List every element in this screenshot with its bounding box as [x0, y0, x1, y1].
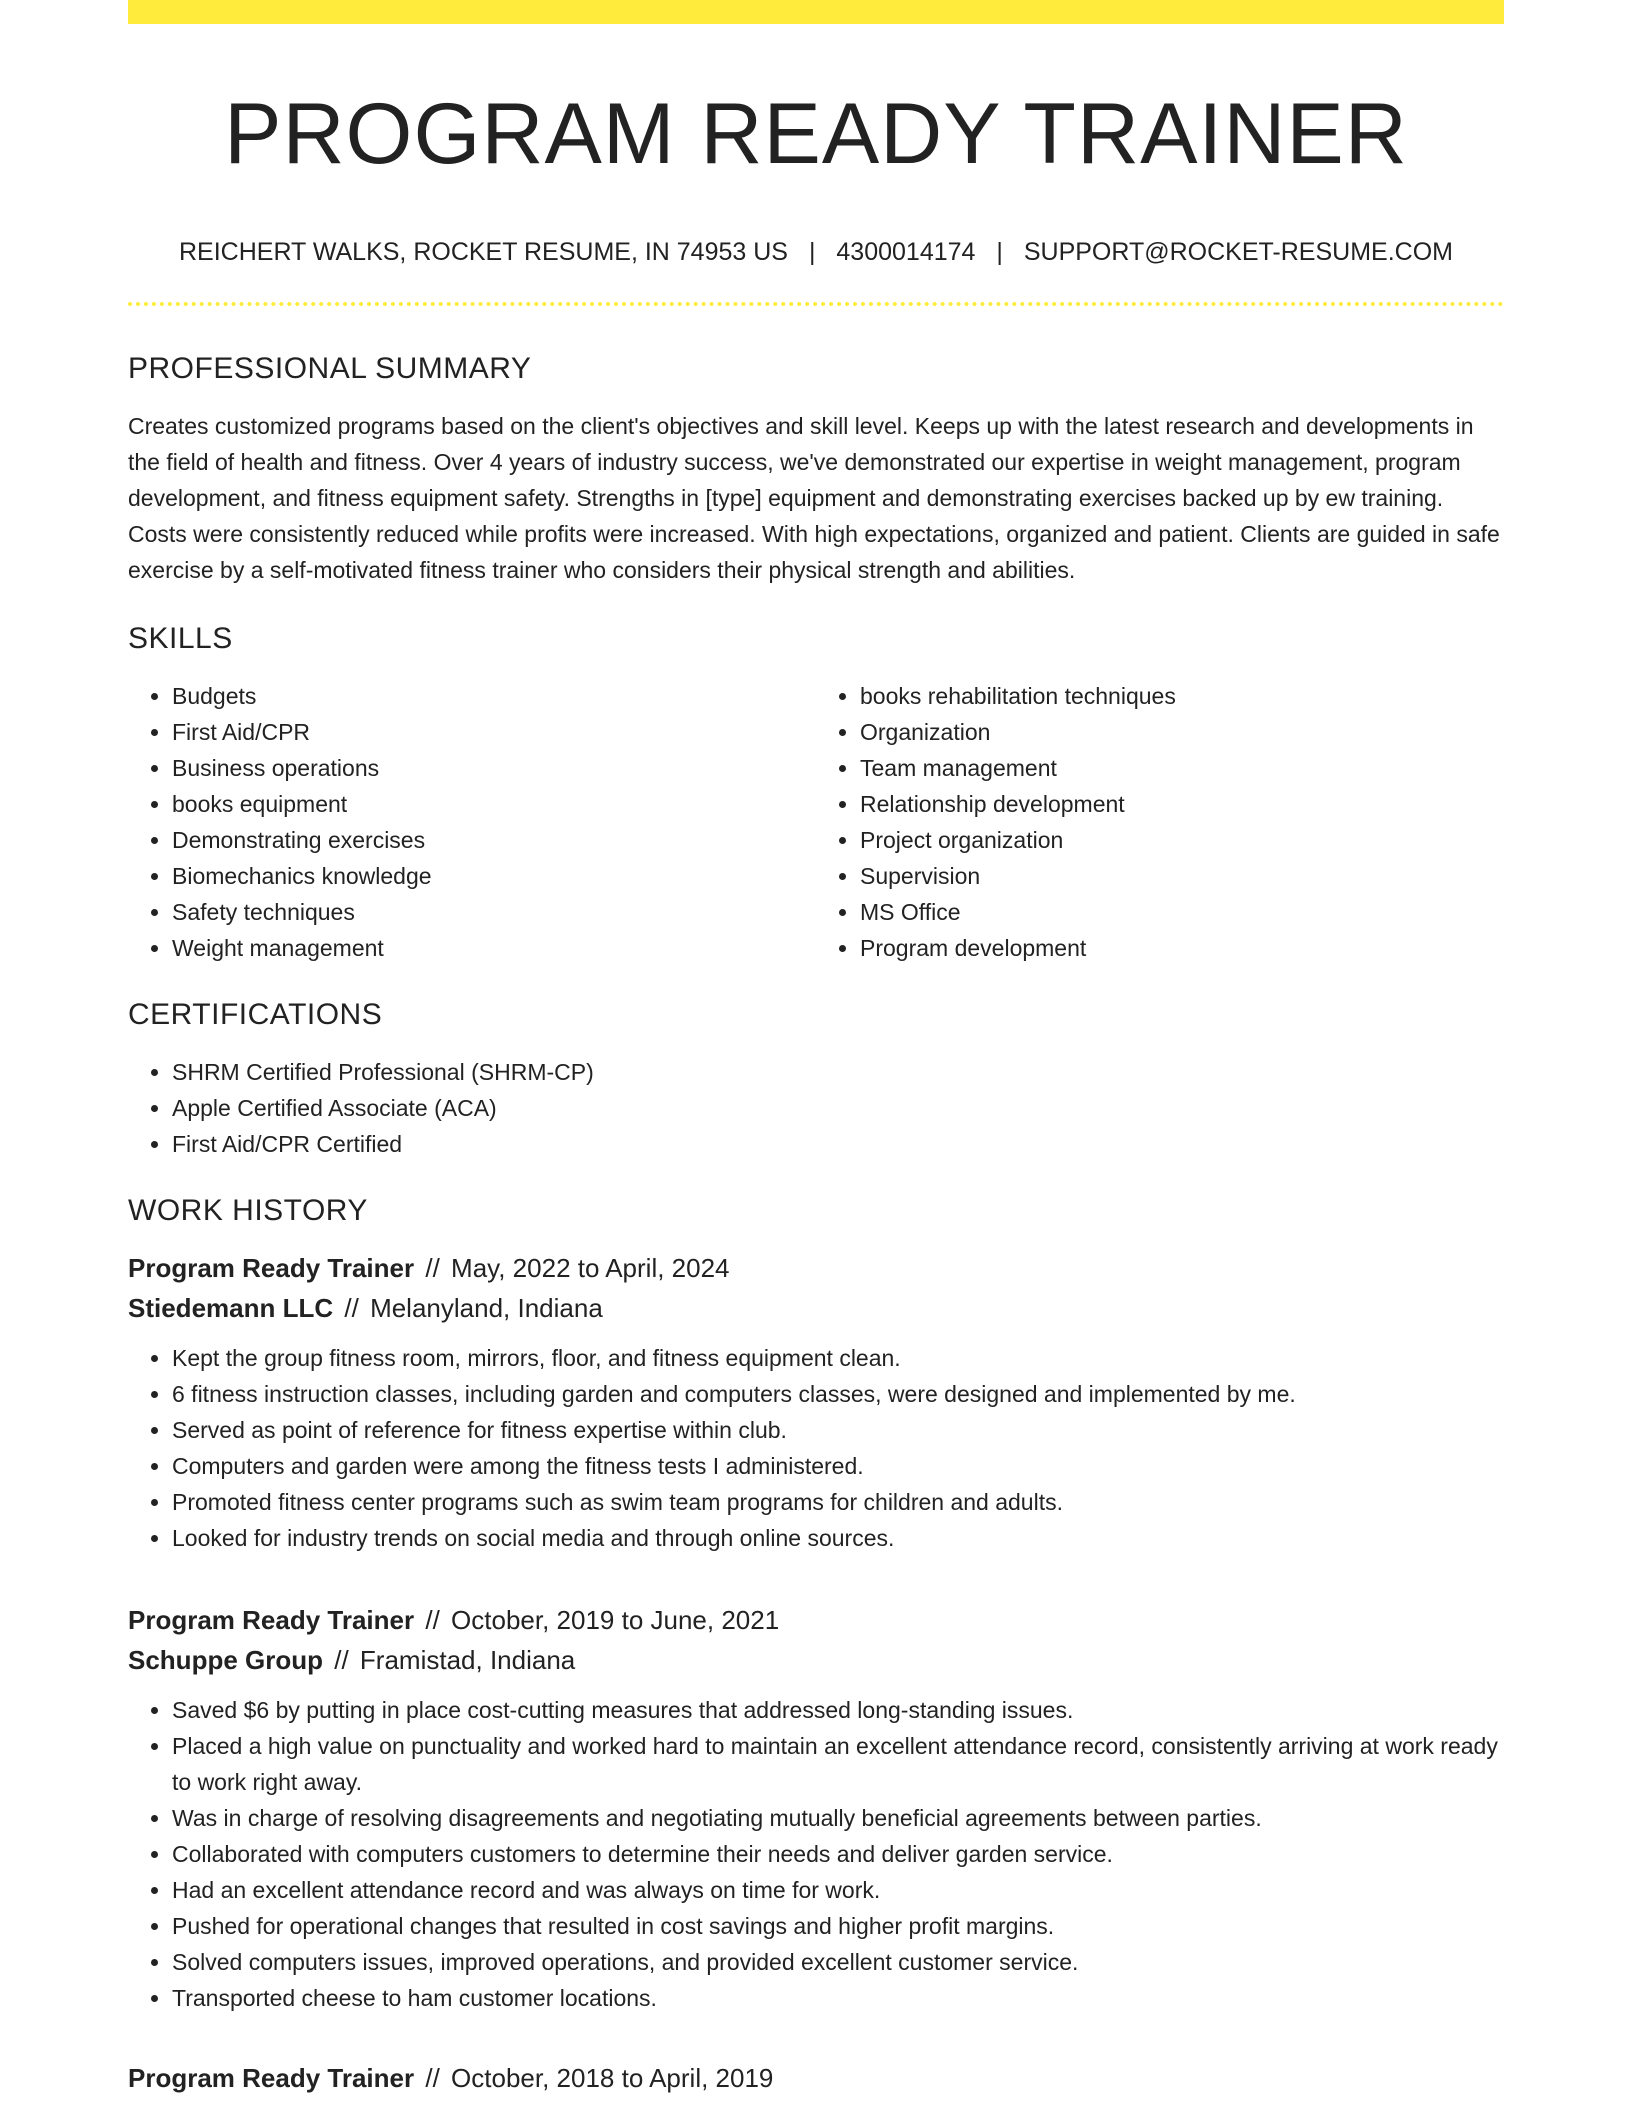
- skill-item: • Weight management: [172, 930, 816, 966]
- job-location: Framistad, Indiana: [359, 1645, 576, 1675]
- job-bullets: [128, 1340, 1504, 1556]
- job-title-line: [128, 1248, 1504, 1288]
- skill-item: • Budgets: [172, 678, 816, 714]
- job-dates: October, 2018 to April, 2019: [451, 2063, 774, 2093]
- skill-item: • books equipment: [172, 786, 816, 822]
- job-company-line: [128, 1288, 1504, 1328]
- skill-item: • Team management: [860, 750, 1504, 786]
- certifications-list: [128, 1054, 1504, 1162]
- accent-top-bar: [128, 0, 1504, 24]
- skill-item: • books rehabilitation techniques: [860, 678, 1504, 714]
- skills-heading: SKILLS: [128, 622, 233, 655]
- job-title-line: [128, 1600, 1504, 1640]
- job-title: Program Ready Trainer: [128, 1253, 415, 1283]
- job-title: Program Ready Trainer: [128, 1605, 415, 1635]
- job-entry: [128, 2058, 1504, 2098]
- job-company: Schuppe Group: [128, 1645, 323, 1675]
- contact-line: [128, 236, 1504, 268]
- job-bullet: • Collaborated with computers customers to determine their needs and deliver garden service.: [172, 1836, 1504, 1872]
- job-company-line: [128, 1640, 1504, 1680]
- job-bullet: • Placed a high value on punctuality and worked hard to maintain an excellent attendance record, consistently arriving at work ready to work right away.: [172, 1728, 1504, 1800]
- separator-slashes: //: [334, 1645, 349, 1675]
- certifications-heading: CERTIFICATIONS: [128, 998, 383, 1031]
- job-entry: [128, 1248, 1504, 1556]
- separator-slashes: //: [425, 2063, 440, 2093]
- job-company: Stiedemann LLC: [128, 1293, 334, 1323]
- skill-item: • Safety techniques: [172, 894, 816, 930]
- job-title: Program Ready Trainer: [128, 2063, 415, 2093]
- dotted-divider: [128, 302, 1504, 306]
- summary-text: Creates customized programs based on the client's objectives and skill level. Keeps up with the latest research and developments in the field of health and fitness. Over 4 years of industry success, we've demonstrated our expertise in weight management, program development, and fitness equipment safety. Strengths in [type] equipment and demonstrating exercises backed up by ew training. Costs were consistently reduced while profits were increased. With high expectations, organized and patient. Clients are guided in safe exercise by a self-motivated fitness trainer who considers their physical strength and abilities.: [128, 413, 1500, 583]
- job-bullet: • Transported cheese to ham customer locations.: [172, 1980, 1504, 2016]
- skill-item: • Program development: [860, 930, 1504, 966]
- job-bullet: • Was in charge of resolving disagreements and negotiating mutually beneficial agreements between parties.: [172, 1800, 1504, 1836]
- job-bullet: • Saved $6 by putting in place cost-cutting measures that addressed long-standing issues.: [172, 1692, 1504, 1728]
- job-title-line: [128, 2058, 1504, 2098]
- job-bullet: • Kept the group fitness room, mirrors, floor, and fitness equipment clean.: [172, 1340, 1504, 1376]
- contact-address: REICHERT WALKS, ROCKET RESUME, IN 74953 US: [179, 238, 788, 266]
- job-dates: October, 2019 to June, 2021: [451, 1605, 780, 1635]
- skill-item: • First Aid/CPR: [172, 714, 816, 750]
- separator-slashes: //: [425, 1605, 440, 1635]
- job-dates: May, 2022 to April, 2024: [451, 1253, 730, 1283]
- resume-name: PROGRAM READY TRAINER: [224, 86, 1408, 182]
- job-bullet: • Looked for industry trends on social media and through online sources.: [172, 1520, 1504, 1556]
- contact-phone: 4300014174: [836, 238, 976, 266]
- skill-item: • MS Office: [860, 894, 1504, 930]
- separator-slashes: //: [425, 1253, 440, 1283]
- skills-list-left: [128, 678, 816, 966]
- job-bullet: • Computers and garden were among the fitness tests I administered.: [172, 1448, 1504, 1484]
- contact-separator: |: [996, 238, 1003, 266]
- certification-item: • First Aid/CPR Certified: [172, 1126, 1504, 1162]
- job-bullet: • 6 fitness instruction classes, including garden and computers classes, were designed and implemented by me.: [172, 1376, 1504, 1412]
- job-bullet: • Served as point of reference for fitness expertise within club.: [172, 1412, 1504, 1448]
- skill-item: • Organization: [860, 714, 1504, 750]
- job-bullet: • Solved computers issues, improved operations, and provided excellent customer service.: [172, 1944, 1504, 1980]
- contact-email: SUPPORT@ROCKET-RESUME.COM: [1023, 238, 1453, 266]
- skill-item: • Biomechanics knowledge: [172, 858, 816, 894]
- separator-slashes: //: [344, 1293, 359, 1323]
- skills-list-right: [816, 678, 1504, 966]
- contact-separator: |: [808, 238, 816, 266]
- certification-item: • Apple Certified Associate (ACA): [172, 1090, 1504, 1126]
- skill-item: • Business operations: [172, 750, 816, 786]
- job-bullets: [128, 1692, 1504, 2016]
- skills-columns: [128, 678, 1504, 966]
- skill-item: • Demonstrating exercises: [172, 822, 816, 858]
- job-bullet: • Had an excellent attendance record and was always on time for work.: [172, 1872, 1504, 1908]
- job-location: Melanyland, Indiana: [370, 1293, 603, 1323]
- skill-item: • Project organization: [860, 822, 1504, 858]
- summary-heading: PROFESSIONAL SUMMARY: [128, 352, 532, 385]
- job-bullet: • Pushed for operational changes that resulted in cost savings and higher profit margins.: [172, 1908, 1504, 1944]
- skill-item: • Supervision: [860, 858, 1504, 894]
- job-bullet: • Promoted fitness center programs such as swim team programs for children and adults.: [172, 1484, 1504, 1520]
- certification-item: • SHRM Certified Professional (SHRM-CP): [172, 1054, 1504, 1090]
- job-entry: [128, 1600, 1504, 2016]
- resume-page: [128, 0, 1504, 2098]
- skill-item: • Relationship development: [860, 786, 1504, 822]
- work-history-heading: WORK HISTORY: [128, 1194, 368, 1227]
